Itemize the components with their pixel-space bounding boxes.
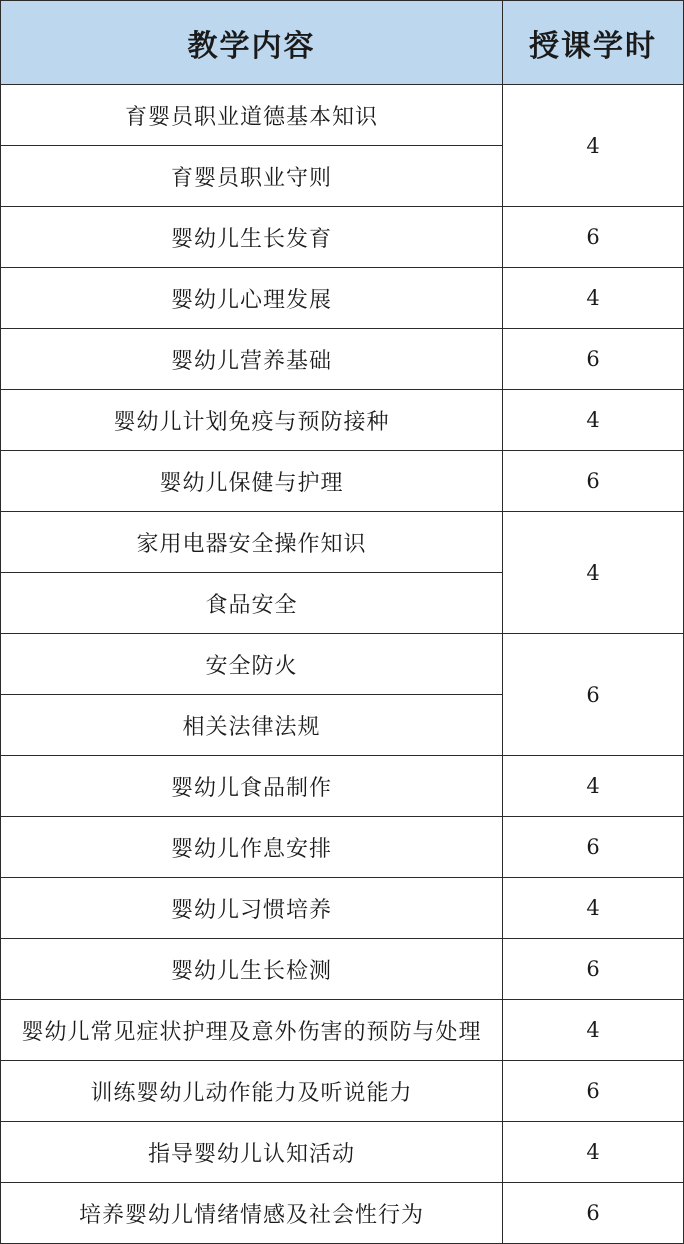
- hours-cell: 6: [503, 329, 684, 390]
- hours-cell: 6: [503, 939, 684, 1000]
- table-row: [1, 1061, 684, 1122]
- table-row: [1, 1000, 684, 1061]
- table-row: [1, 817, 684, 878]
- hours-cell: 6: [503, 634, 684, 756]
- content-cell: 婴幼儿食品制作: [1, 756, 503, 817]
- content-cell: 安全防火: [1, 634, 503, 695]
- hours-cell: 4: [503, 878, 684, 939]
- header-hours: 授课学时: [503, 1, 684, 85]
- header-content: 教学内容: [1, 1, 503, 85]
- hours-cell: 4: [503, 85, 684, 207]
- table-row: [1, 512, 684, 573]
- hours-cell: 6: [503, 817, 684, 878]
- table-row: [1, 634, 684, 695]
- content-cell: 食品安全: [1, 573, 503, 634]
- content-cell: 婴幼儿计划免疫与预防接种: [1, 390, 503, 451]
- hours-cell: 6: [503, 1183, 684, 1244]
- table-row: [1, 85, 684, 146]
- table-row: [1, 207, 684, 268]
- content-cell: 指导婴幼儿认知活动: [1, 1122, 503, 1183]
- table-row: [1, 451, 684, 512]
- content-cell: 培养婴幼儿情绪情感及社会性行为: [1, 1183, 503, 1244]
- content-cell: 家用电器安全操作知识: [1, 512, 503, 573]
- hours-cell: 6: [503, 207, 684, 268]
- table-row: [1, 1183, 684, 1244]
- content-cell: 婴幼儿保健与护理: [1, 451, 503, 512]
- table-row: [1, 1122, 684, 1183]
- content-cell: 婴幼儿生长检测: [1, 939, 503, 1000]
- content-cell: 婴幼儿常见症状护理及意外伤害的预防与处理: [1, 1000, 503, 1061]
- table-row: [1, 939, 684, 1000]
- table-row: [1, 329, 684, 390]
- hours-cell: 6: [503, 451, 684, 512]
- content-cell: 育婴员职业守则: [1, 146, 503, 207]
- content-cell: 育婴员职业道德基本知识: [1, 85, 503, 146]
- content-cell: 婴幼儿生长发育: [1, 207, 503, 268]
- content-cell: 婴幼儿习惯培养: [1, 878, 503, 939]
- table-row: [1, 878, 684, 939]
- hours-cell: 4: [503, 512, 684, 634]
- hours-cell: 4: [503, 390, 684, 451]
- table-row: [1, 390, 684, 451]
- hours-cell: 4: [503, 268, 684, 329]
- header-row: [1, 1, 684, 85]
- hours-cell: 4: [503, 1000, 684, 1061]
- hours-cell: 6: [503, 1061, 684, 1122]
- content-cell: 婴幼儿心理发展: [1, 268, 503, 329]
- table-row: [1, 756, 684, 817]
- content-cell: 相关法律法规: [1, 695, 503, 756]
- content-cell: 婴幼儿作息安排: [1, 817, 503, 878]
- table-row: [1, 268, 684, 329]
- hours-cell: 4: [503, 1122, 684, 1183]
- hours-cell: 4: [503, 756, 684, 817]
- content-cell: 婴幼儿营养基础: [1, 329, 503, 390]
- content-cell: 训练婴幼儿动作能力及听说能力: [1, 1061, 503, 1122]
